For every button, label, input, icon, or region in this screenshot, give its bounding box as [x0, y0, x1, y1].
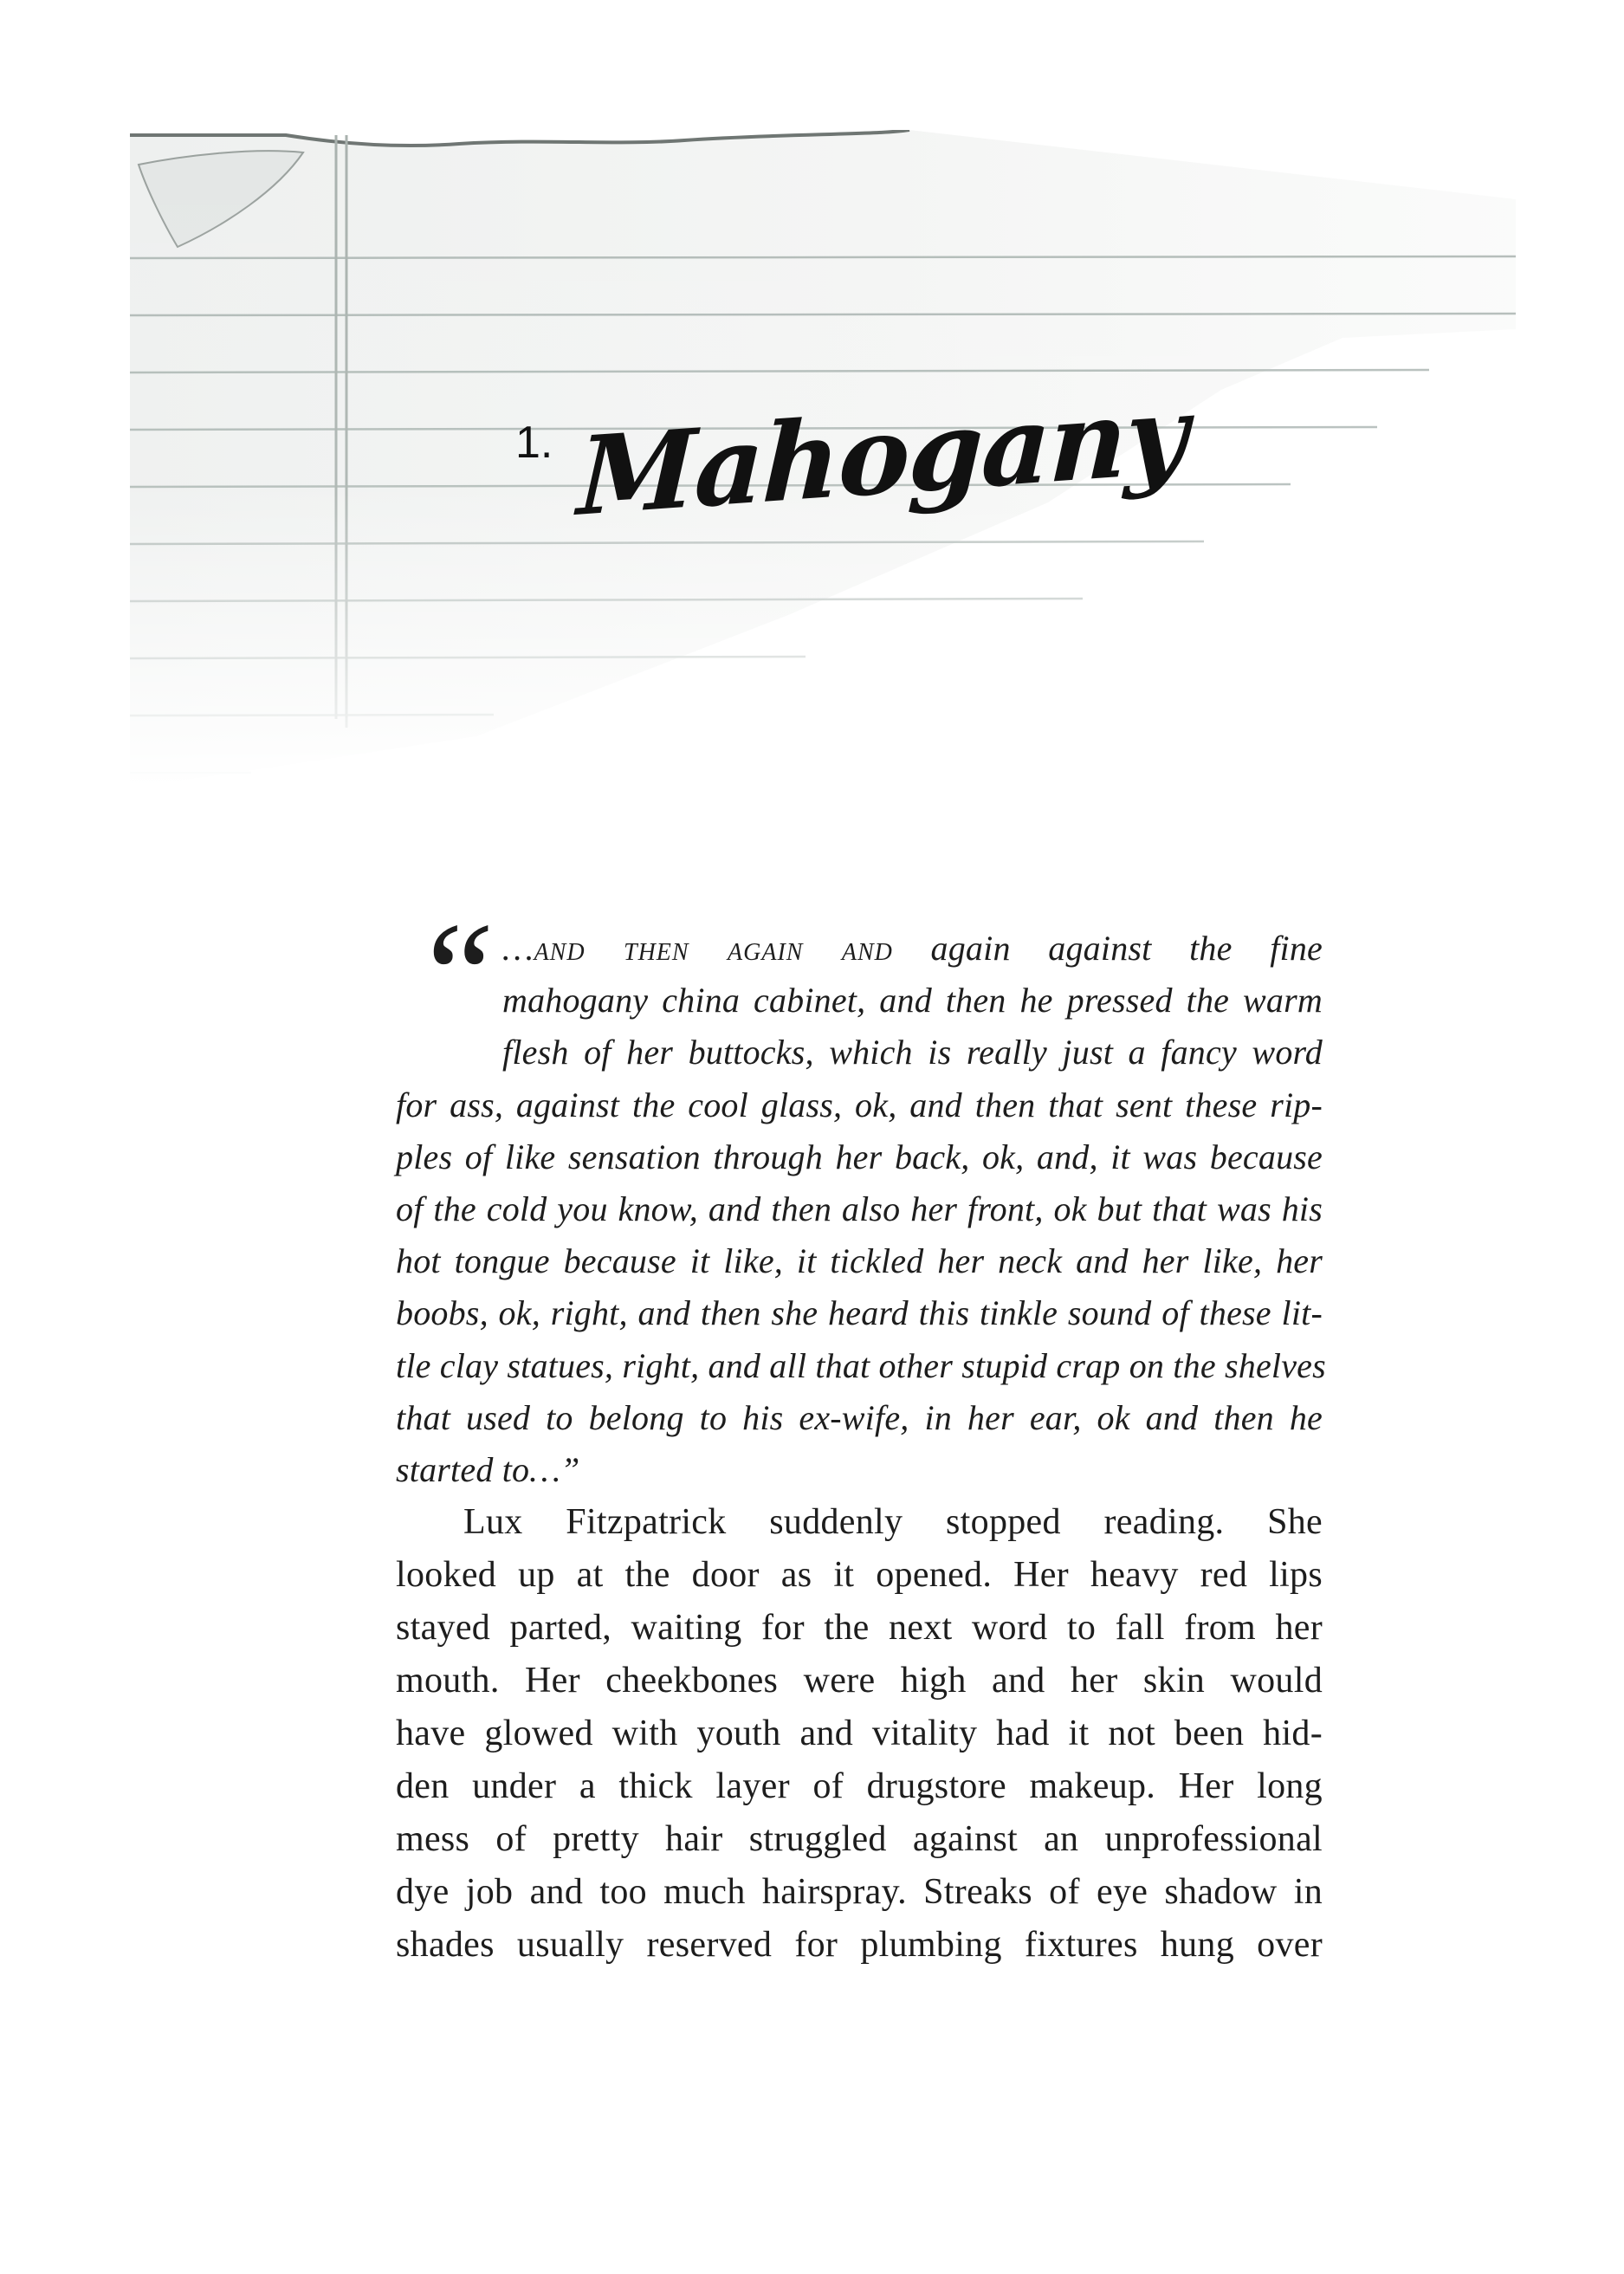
chapter-heading: [381, 286, 1188, 563]
paragraph-line: mess of pretty hair struggled against an unprofessional: [396, 1819, 1323, 1860]
paragraph-line: mouth. Her cheekbones were high and her skin would: [396, 1661, 1323, 1701]
quote-line: flesh of her buttocks, which is really just a fancy word: [502, 1033, 1323, 1072]
opening-quote-mark: “: [411, 891, 496, 1060]
paragraph-line: stayed parted, waiting for the next word to fall from her: [396, 1608, 1323, 1649]
quote-line: started to…”: [396, 1450, 580, 1490]
quote-line: mahogany china cabinet, and then he pressed the warm: [502, 981, 1323, 1020]
body-paragraph: [396, 1496, 1323, 1972]
paragraph-line: have glowed with youth and vitality had it not been hid-: [396, 1714, 1323, 1754]
quote-line: of the cold you know, and then also her front, ok but that was his: [396, 1189, 1323, 1229]
quote-line: boobs, ok, right, and then she heard this tinkle sound of these lit-: [396, 1293, 1323, 1333]
paragraph-line: den under a thick layer of drugstore makeup. Her long: [396, 1766, 1323, 1807]
quote-line: hot tongue because it like, it tickled her neck and her like, her: [396, 1241, 1323, 1281]
chapter-title: Mahogany: [575, 372, 1188, 541]
quote-line: that used to belong to his ex-wife, in her ear, ok and then he: [396, 1397, 1323, 1437]
chapter-body: [396, 891, 1326, 1972]
quote-line: for ass, against the cool glass, ok, and then that sent these rip-: [396, 1085, 1323, 1124]
quote-line: [396, 923, 1323, 975]
quote-line: tle clay statues, right, and all that other stupid crap on the shelves: [396, 1345, 1326, 1385]
quote-line: ples of like sensation through her back, ok, and, it was because: [396, 1137, 1323, 1176]
paragraph-line: shades usually reserved for plumbing fixtures hung over: [396, 1925, 1323, 1966]
chapter-number: 1.: [515, 418, 553, 468]
paragraph-line: Lux Fitzpatrick suddenly stopped reading. She: [463, 1502, 1323, 1543]
italic-quoted-passage: [396, 923, 1326, 1496]
paragraph-line: dye job and too much hairspray. Streaks of eye shadow in: [396, 1872, 1323, 1913]
paragraph-line: looked up at the door as it opened. Her heavy red lips: [396, 1555, 1323, 1596]
quote-line-text: again against the fine: [892, 929, 1323, 968]
quote-lead-in: …and then again and: [502, 929, 893, 968]
